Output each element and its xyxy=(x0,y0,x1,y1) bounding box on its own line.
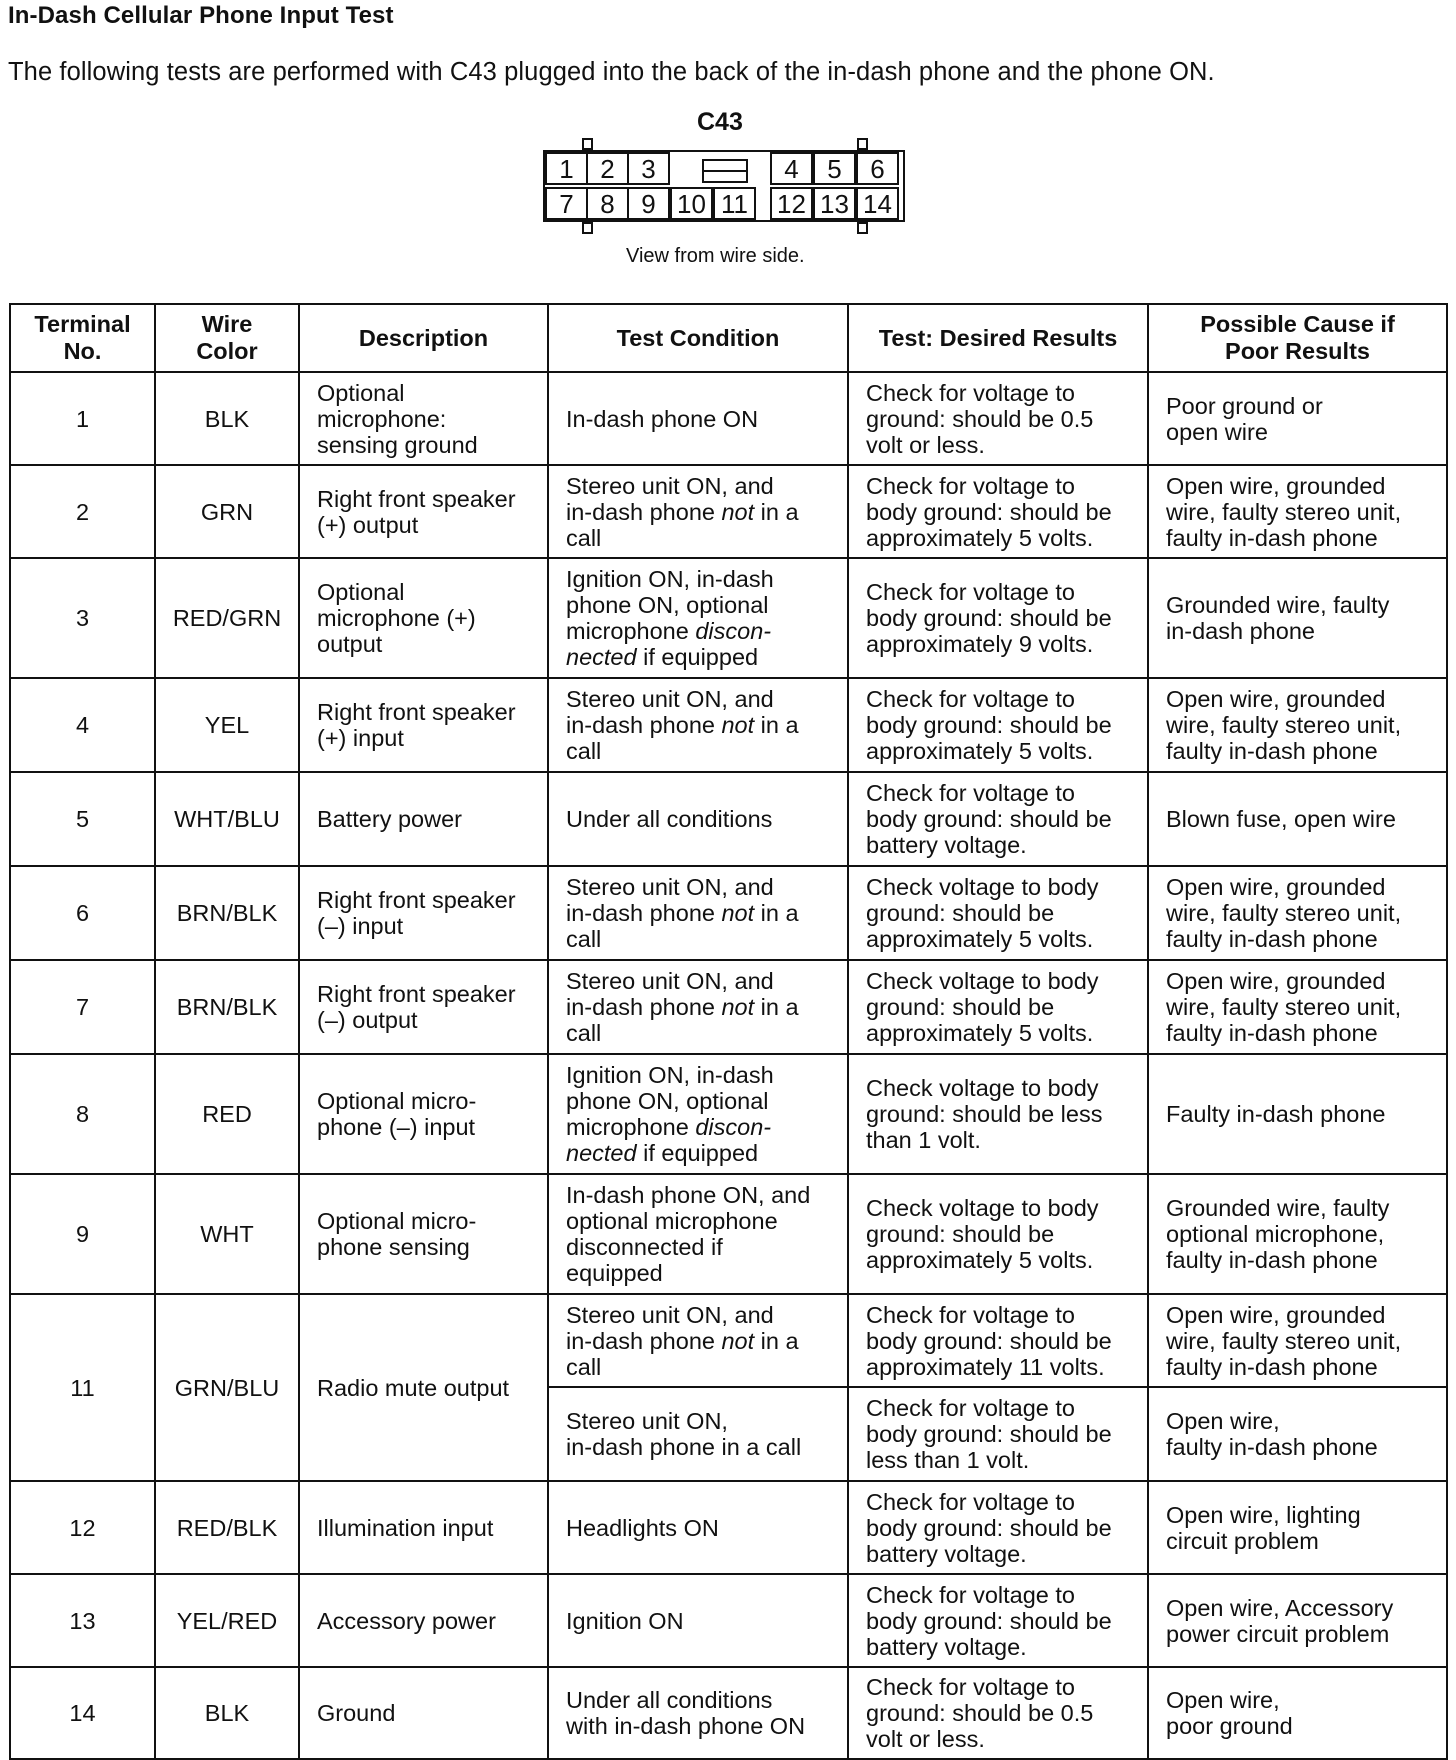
wire-color-cell: BLK xyxy=(155,372,299,465)
header-desired-results: Test: Desired Results xyxy=(848,304,1148,372)
possible-cause-cell: Open wire, lighting circuit problem xyxy=(1148,1481,1447,1574)
possible-cause-cell: Open wire, poor ground xyxy=(1148,1667,1447,1759)
table-row xyxy=(10,1054,1447,1174)
test-condition-cell: Stereo unit ON, and in-dash phone not in a call xyxy=(548,465,848,558)
description-cell: Optional micro- phone sensing xyxy=(299,1174,548,1294)
test-condition-cell: In-dash phone ON xyxy=(548,372,848,465)
terminal-cell: 7 xyxy=(10,960,155,1054)
possible-cause-cell: Faulty in-dash phone xyxy=(1148,1054,1447,1174)
terminal-cell: 9 xyxy=(10,1174,155,1294)
table-row xyxy=(10,1174,1447,1294)
table-row xyxy=(10,1574,1447,1667)
pin-6: 6 xyxy=(856,152,899,185)
desired-results-cell: Check for voltage to body ground: should be battery voltage. xyxy=(848,1574,1148,1667)
possible-cause-cell: Open wire, grounded wire, faulty stereo unit, faulty in-dash phone xyxy=(1148,678,1447,772)
possible-cause-cell: Blown fuse, open wire xyxy=(1148,772,1447,866)
terminal-cell: 14 xyxy=(10,1667,155,1759)
desired-results-cell: Check for voltage to ground: should be 0.5 volt or less. xyxy=(848,372,1148,465)
table-row xyxy=(10,1294,1447,1387)
desired-results-cell: Check for voltage to ground: should be 0.5 volt or less. xyxy=(848,1667,1148,1759)
table-row xyxy=(10,465,1447,558)
pin-9: 9 xyxy=(627,187,670,220)
table-row xyxy=(10,866,1447,960)
header-terminal: Terminal No. xyxy=(10,304,155,372)
test-condition-cell: Stereo unit ON, and in-dash phone not in a call xyxy=(548,960,848,1054)
possible-cause-cell: Open wire, grounded wire, faulty stereo unit, faulty in-dash phone xyxy=(1148,465,1447,558)
intro-text: The following tests are performed with C43 plugged into the back of the in-dash phone and the phone ON. xyxy=(8,58,1215,86)
pin-5: 5 xyxy=(813,152,856,185)
pin-12: 12 xyxy=(770,187,813,220)
wire-color-cell: RED xyxy=(155,1054,299,1174)
possible-cause-cell: Grounded wire, faulty optional microphone, faulty in-dash phone xyxy=(1148,1174,1447,1294)
possible-cause-cell: Open wire, grounded wire, faulty stereo unit, faulty in-dash phone xyxy=(1148,866,1447,960)
wire-color-cell: YEL xyxy=(155,678,299,772)
terminal-cell: 11 xyxy=(10,1294,155,1481)
test-condition-cell: In-dash phone ON, and optional microphone disconnected if equipped xyxy=(548,1174,848,1294)
table-row xyxy=(10,372,1447,465)
possible-cause-cell: Open wire, faulty in-dash phone xyxy=(1148,1387,1447,1481)
table-header-row xyxy=(10,304,1447,372)
terminal-cell: 5 xyxy=(10,772,155,866)
pin-14: 14 xyxy=(856,187,899,220)
wire-color-cell: BRN/BLK xyxy=(155,960,299,1054)
desired-results-cell: Check voltage to body ground: should be less than 1 volt. xyxy=(848,1054,1148,1174)
test-condition-cell: Stereo unit ON, and in-dash phone not in a call xyxy=(548,678,848,772)
terminal-cell: 1 xyxy=(10,372,155,465)
test-condition-cell: Stereo unit ON, in-dash phone in a call xyxy=(548,1387,848,1481)
description-cell: Ground xyxy=(299,1667,548,1759)
wire-color-cell: WHT xyxy=(155,1174,299,1294)
description-cell: Right front speaker (–) input xyxy=(299,866,548,960)
wire-color-cell: BLK xyxy=(155,1667,299,1759)
wire-color-cell: RED/BLK xyxy=(155,1481,299,1574)
desired-results-cell: Check for voltage to body ground: should be battery voltage. xyxy=(848,1481,1148,1574)
test-condition-cell: Ignition ON, in-dash phone ON, optional microphone discon- nected if equipped xyxy=(548,558,848,678)
terminal-cell: 4 xyxy=(10,678,155,772)
wire-color-cell: GRN/BLU xyxy=(155,1294,299,1481)
connector-latch-top-right xyxy=(857,138,868,150)
desired-results-cell: Check voltage to body ground: should be approximately 5 volts. xyxy=(848,1174,1148,1294)
description-cell: Right front speaker (+) output xyxy=(299,465,548,558)
description-cell: Optional microphone: sensing ground xyxy=(299,372,548,465)
table-row xyxy=(10,678,1447,772)
test-condition-cell: Headlights ON xyxy=(548,1481,848,1574)
table-row xyxy=(10,1481,1447,1574)
possible-cause-cell: Open wire, grounded wire, faulty stereo unit, faulty in-dash phone xyxy=(1148,960,1447,1054)
terminal-cell: 13 xyxy=(10,1574,155,1667)
table-row xyxy=(10,772,1447,866)
test-condition-cell: Stereo unit ON, and in-dash phone not in a call xyxy=(548,866,848,960)
terminal-cell: 12 xyxy=(10,1481,155,1574)
wire-color-cell: GRN xyxy=(155,465,299,558)
desired-results-cell: Check voltage to body ground: should be approximately 5 volts. xyxy=(848,866,1148,960)
desired-results-cell: Check for voltage to body ground: should be approximately 5 volts. xyxy=(848,465,1148,558)
pin-8: 8 xyxy=(586,187,629,220)
description-cell: Battery power xyxy=(299,772,548,866)
description-cell: Accessory power xyxy=(299,1574,548,1667)
description-cell: Radio mute output xyxy=(299,1294,548,1481)
desired-results-cell: Check for voltage to body ground: should be approximately 9 volts. xyxy=(848,558,1148,678)
description-cell: Optional micro- phone (–) input xyxy=(299,1054,548,1174)
description-cell: Right front speaker (–) output xyxy=(299,960,548,1054)
terminal-test-table xyxy=(9,303,1448,1760)
test-condition-cell: Ignition ON, in-dash phone ON, optional microphone discon- nected if equipped xyxy=(548,1054,848,1174)
description-cell: Right front speaker (+) input xyxy=(299,678,548,772)
desired-results-cell: Check voltage to body ground: should be approximately 5 volts. xyxy=(848,960,1148,1054)
connector-label: C43 xyxy=(697,108,743,136)
desired-results-cell: Check for voltage to body ground: should be battery voltage. xyxy=(848,772,1148,866)
wire-color-cell: YEL/RED xyxy=(155,1574,299,1667)
pin-13: 13 xyxy=(813,187,856,220)
header-wire-color: Wire Color xyxy=(155,304,299,372)
pin-1: 1 xyxy=(545,152,588,185)
test-condition-cell: Under all conditions with in-dash phone ON xyxy=(548,1667,848,1759)
terminal-cell: 2 xyxy=(10,465,155,558)
possible-cause-cell: Poor ground or open wire xyxy=(1148,372,1447,465)
wire-color-cell: BRN/BLK xyxy=(155,866,299,960)
header-possible-cause: Possible Cause if Poor Results xyxy=(1148,304,1447,372)
wire-color-cell: WHT/BLU xyxy=(155,772,299,866)
terminal-cell: 8 xyxy=(10,1054,155,1174)
test-condition-cell: Under all conditions xyxy=(548,772,848,866)
possible-cause-cell: Open wire, grounded wire, faulty stereo unit, faulty in-dash phone xyxy=(1148,1294,1447,1387)
test-condition-cell: Ignition ON xyxy=(548,1574,848,1667)
pin-7: 7 xyxy=(545,187,588,220)
terminal-cell: 6 xyxy=(10,866,155,960)
description-cell: Illumination input xyxy=(299,1481,548,1574)
connector-diagram xyxy=(543,150,905,222)
pin-2: 2 xyxy=(586,152,629,185)
table-row xyxy=(10,558,1447,678)
header-description: Description xyxy=(299,304,548,372)
connector-latch-bottom-left xyxy=(582,222,593,234)
wire-color-cell: RED/GRN xyxy=(155,558,299,678)
desired-results-cell: Check for voltage to body ground: should be less than 1 volt. xyxy=(848,1387,1148,1481)
page-title: In-Dash Cellular Phone Input Test xyxy=(8,2,394,29)
pin-4: 4 xyxy=(770,152,813,185)
pin-11: 11 xyxy=(713,187,756,220)
description-cell: Optional microphone (+) output xyxy=(299,558,548,678)
pin-10: 10 xyxy=(670,187,713,220)
test-condition-cell: Stereo unit ON, and in-dash phone not in a call xyxy=(548,1294,848,1387)
table-row xyxy=(10,960,1447,1054)
possible-cause-cell: Open wire, Accessory power circuit problem xyxy=(1148,1574,1447,1667)
header-test-condition: Test Condition xyxy=(548,304,848,372)
connector-latch-top-left xyxy=(582,138,593,150)
desired-results-cell: Check for voltage to body ground: should be approximately 5 volts. xyxy=(848,678,1148,772)
table-row xyxy=(10,1667,1447,1759)
desired-results-cell: Check for voltage to body ground: should be approximately 11 volts. xyxy=(848,1294,1148,1387)
connector-key xyxy=(702,159,748,183)
pin-3: 3 xyxy=(627,152,670,185)
connector-latch-bottom-right xyxy=(857,222,868,234)
connector-caption: View from wire side. xyxy=(626,245,805,267)
terminal-cell: 3 xyxy=(10,558,155,678)
possible-cause-cell: Grounded wire, faulty in-dash phone xyxy=(1148,558,1447,678)
